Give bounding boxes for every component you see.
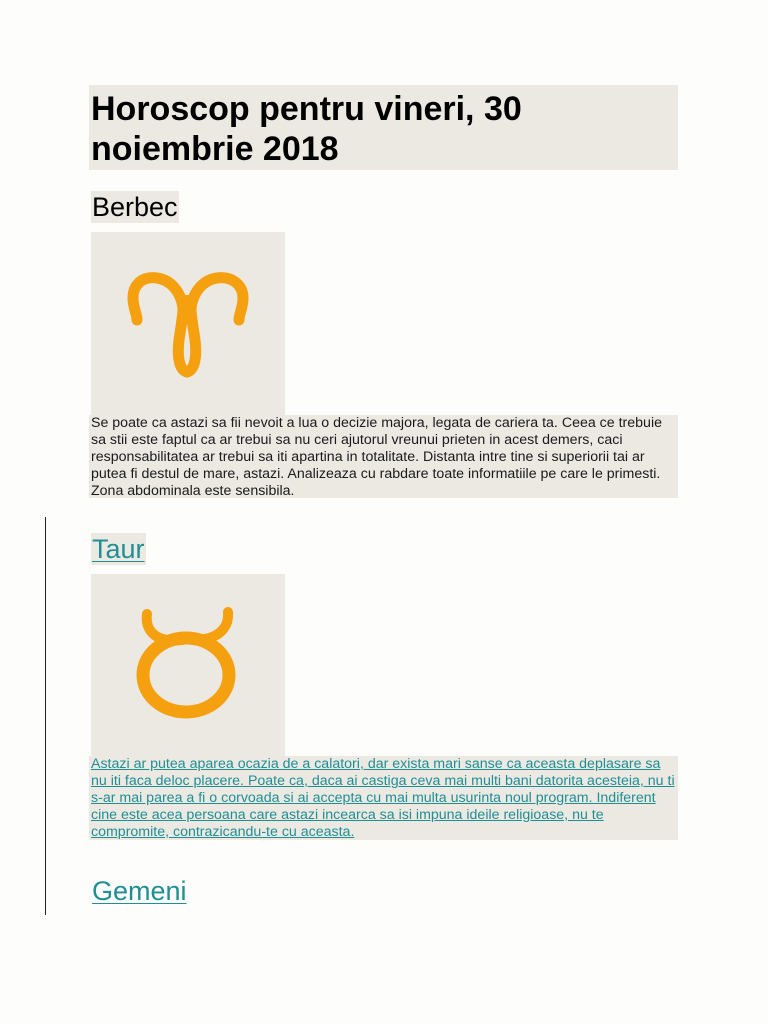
sign-link-gemeni[interactable]: Gemeni xyxy=(92,876,187,906)
change-bar xyxy=(45,517,46,915)
sign-text-taur[interactable]: Astazi ar putea aparea ocazia de a calatori, dar exista mari sanse ca aceasta deplasare sa nu iti faca deloc placere. Poate ca, daca ai castiga ceva mai multi bani datorita acesteia, nu ti s-ar mai parea a fi o corvoada si ai accepta cu mai multa usurinta noul program. Indiferent cine este acea persoana care astazi incearca sa isi impuna ideile religioase, nu te compromite, contrazicandu-te cu aceasta. xyxy=(89,756,678,840)
taurus-icon xyxy=(91,574,285,758)
sign-heading-berbec: Berbec xyxy=(92,192,178,222)
aries-icon xyxy=(91,232,285,416)
sign-link-taur[interactable]: Taur xyxy=(92,534,145,564)
sign-text-berbec: Se poate ca astazi sa fii nevoit a lua o decizie majora, legata de cariera ta. Ceea ce trebuie sa stii este faptul ca ar trebui sa nu ceri ajutorul vreunui prieten in acest demers, caci responsabilitatea ar trebui sa iti apartina in totalitate. Distanta intre tine si superiorii tai ar putea fi destul de mare, astazi. Analizeaza cu rabdare toate informatiile pe care le primesti. Zona abdominala este sensibila. xyxy=(89,415,678,498)
sign-image-berbec xyxy=(91,232,285,416)
sign-image-taur xyxy=(91,574,285,758)
page-title: Horoscop pentru vineri, 30 noiembrie 2018 xyxy=(89,85,678,170)
